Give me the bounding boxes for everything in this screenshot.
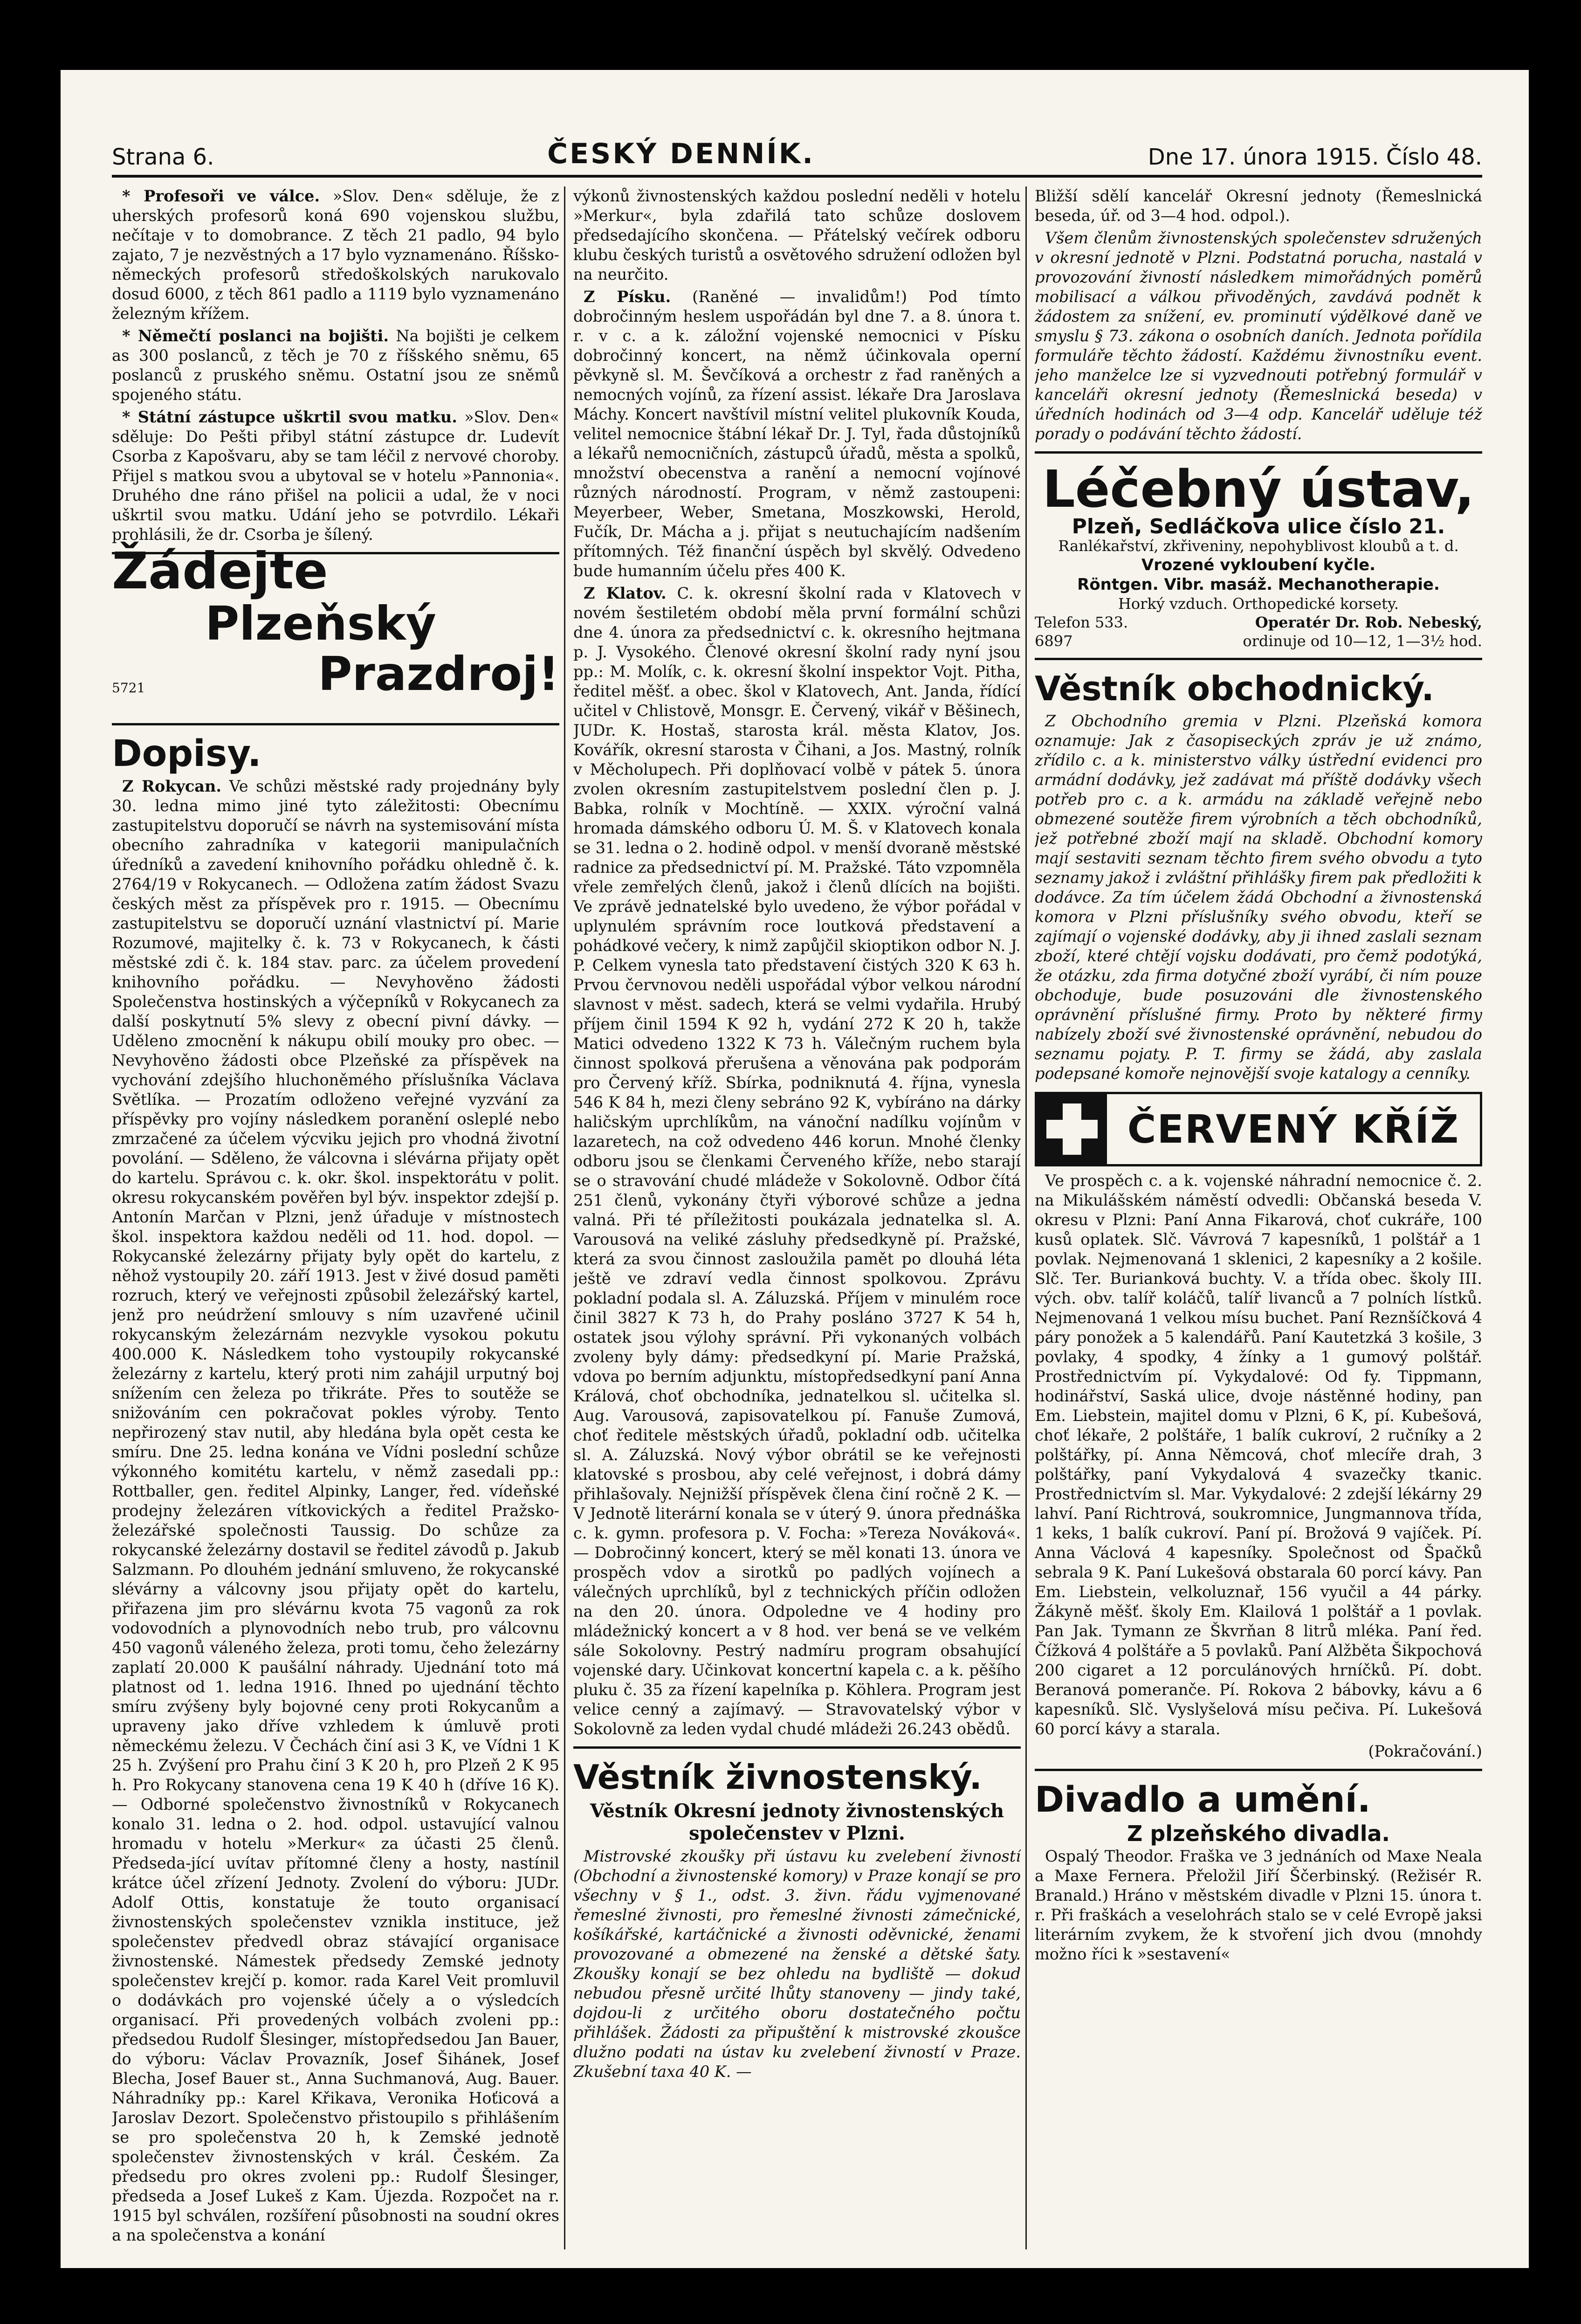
- news-title: * Státní zástupce uškrtil svou matku.: [122, 408, 457, 426]
- article-paragraph: Bližší sdělí kancelář Okresní jednoty (Řemeslnická beseda, úř. od 3—4 hod. odpol.).: [1035, 187, 1482, 225]
- news-item: [112, 186, 559, 324]
- beer-advertisement: [112, 542, 559, 716]
- clinic-line: Vrozené vykloubení kyčle.: [1141, 556, 1376, 574]
- news-text: »Slov. Den« sděluje, že z uherských profesorů koná 690 vojenskou službu, nečítaje v to domobrance. Z těch 21 padlo, 94 bylo zajato, 7 je nezvěstných a 17 bylo vyznamenáno. Říšsko-německých profesorů středoškolských narukovalo dosud 6000, z těch 861 padlo a 1119 bylo vyznamenáno železným křížem.: [112, 187, 559, 323]
- news-item: [112, 407, 559, 545]
- article-text: (Raněné — invalidům!) Pod tímto dobročinným heslem uspořádán byl dne 7. a 8. února t. r. v c. a k. záložní vojenské nemocnici v Písku dobročinný koncert, na němž účinkovala operní pěvkyně sl. M. Ševčíková a orchestr z řad raněných a nemocných vojínů, za řízení assist. lékaře Dra Jaroslava Máchy. Koncert navštívil místní velitel plukovník Kouda, velitel nemocnice štábní lékař Dr. J. Tyl, řada důstojníků a lékařů nemocničních, zástupců úřadů, města a spolků, množství obecenstva a ranění a nemocní vojínové různých národností. Program, v němž zastoupeni: Meyerbeer, Weber, Smetana, Moszkowski, Herold, Fučík, Dr. Mácha a j. přijat s neutuchajícím nadšením přítomných. Též finanční úspěch byl skvělý. Odvedeno bude humanním účelu přes 400 K.: [573, 288, 1021, 580]
- clinic-contact-row: [1035, 613, 1482, 632]
- column-divider: [1025, 186, 1027, 2249]
- issue-info: [1148, 144, 1482, 170]
- ad-number: 5721: [112, 680, 145, 696]
- news-item: [112, 326, 559, 405]
- article-text: Ve schůzi městské rady projednány byly 30. ledna mimo jiné tyto záležitosti: Obecnímu zastupitelstvu doporučí se návrh na systemisování místa obecního zahradníka v kategorii manipulačních úředníků a zavedení knihovního pořádku ohledně č. k. 2764/19 v Rokycanech. — Odložena zatím žádost Svazu českých měst za příspěvek pro r. 1915. — Obecnímu zastupitelstvu se doporučí uznání vlastnictví pí. Marie Rozumové, majitelky č. k. 73 v Rokycanech, k části městské zdi č. k. 184 stav. parc. za účelem provedení knihovního pořádku. — Nevyhověno žádosti Společenstva hostinských a výčepníků v Rokycanech za další poskytnutí 5% slevy z obecní pivní dávky. — Uděleno zmocnění k nákupu obilí mouky pro obec. —Nevyhověno žádosti obce Plzeňské za příspěvek na vychování zdejšího hluchoněmého příslušníka Václava Světlíka. — Prozatím odloženo veřejné vyzvání za příspěvky pro vojíny následkem poranění osleplé nebo zmrzačené za účelem výcviku jejich pro vhodná životní povolání. — Sděleno, že válcovna i slévárna přijaty opět do kartelu. Správou c. k. okr. škol. inspektorátu v polit. okresu rokycanském pověřen byl býv. inspektor zdejší p. Antonín Marčan v Plzni, jenž úřaduje v místnostech škol. inspektora každou neděli od 11. hod. dopol. — Rokycanské železárny přijaty byly opět do kartelu, z něhož vystoupily 20. září 1913. Jest v živé dosud paměti rozruch, který ve veřejnosti způsobil železářský kartel, jenž pro neúdržení smlouvy s ním uzavřené učinil rokycanským železárnám nezvykle vysokou pokutu 400.000 K. Následkem toho vystoupily rokycanské železárny z kartelu, který proti nim zahájil urputný boj snížením cen železa po třikráte. Přes to soutěže se snižováním cen pokračovat pokles výroby. Tento nepřirozený stav nutil, aby hledána byla opět cesta ke smíru. Dne 25. ledna konána ve Vídni poslední schůze výkonného komitétu kartelu, v němž zasedali pp.: Rottballer, gen. ředitel Alpinky, Langer, řed. vídeňské prodejny železáren vítkovických a ředitel Pražsko-železářské společnosti Taussig. Do schůze za rokycanské železárny dostavil se ředitel závodů p. Jakub Salzmann. Po dlouhém jednání smluveno, že rokycanské slévárny a válcovny jsou přijaty opět do kartelu, přiřazena jim pro slévárnu kvota 75 vagonů za rok vodovodních a plynovodních nebo trub, pro válcovnu 450 vagonů váleného železa, proti tomu, čeho železárny zaplatí 20.000 K paušální náhrady. Ujednání toto má platnost od 1. ledna 1916. Ihned po ujednání těchto smíru zvýšeny byly bojovné ceny proti Rokycanům a upraveny jako dříve vzhledem k úmluvě proti německému železu. V Čechách činí asi 3 K, ve Vídni 1 K 25 h. Zvýšení pro Prahu činí 3 K 20 h, pro Plzeň 2 K 95 h. Pro Rokycany stanovena cena 19 K 40 h (dříve 16 K). — Odborné společenstvo živnostníků v Rokycanech konalo 31. ledna o 2. hod. odpol. ustavující valnou hromadu v hotelu »Merkur« za účasti 25 členů. Předseda-jící uvítav přítomné členy a hosty, nastínil krátce účel zřízení Jednoty. Zvolení do výboru: JUDr. Adolf Ottis, konstatuje že touto organisací živnostenských společenstev vznikla instituce, jež společenstev předvedl obraz stávající organisace živnostenské. Námestek předsedy Zemské jednoty společenstev krejčí p. komor. rada Karel Veit promluvil o dodávkách pro vojenské účely a o výsledcích organisací. Při provedených volbách zvoleni pp.: předsedou Rudolf Šlesinger, místopředsedou Jan Bauer, do výboru: Václav Provazník, Josef Šihánek, Josef Blecha, Josef Bauer st., Anna Suchmanová, Aug. Bauer. Náhradníky pp.: Karel Křikava, Veronika Hoťicová a Jaroslav Dezort. Společenstvo přistoupilo s přihlášením se pro společenstva 20 h, k Zemské jednotě společenstev živnostenských v král. Českém. Za předsedu pro okres zvoleni pp.: Rudolf Šlesinger, předseda a Josef Lukeš z Kam. Újezda. Rozpočet na r. 1915 byl schválen, rozšíření působnosti na soudní okres a na společenstva a konání: [112, 777, 559, 2244]
- divider: [1035, 451, 1482, 454]
- section-heading-dopisy: Dopisy.: [112, 733, 261, 775]
- news-title: * Profesoři ve válce.: [122, 187, 320, 205]
- clinic-line: Horký vzduch. Orthopedické korsety.: [1118, 595, 1399, 613]
- clinic-address: Plzeň, Sedláčkova ulice číslo 21.: [1072, 515, 1445, 538]
- article-paragraph: Mistrovské zkoušky při ústavu ku zvelebení živností (Obchodní a živnostenské komory) v Praze konají se pro všechny v § 1., odst. 3. živn. řádu vyjmenované řemeslné živnosti, pro řemeslné živnosti zámečnické, košíkářské, kartáčnické a živnosti oděvnické, ženami provozované a obmezené na ženské a dětské šaty. Zkoušky konají se bez ohledu na bydliště — dokud nebudou přesně určité lhůty stanoveny — jindy také, dojdou-li z určitého oboru dostatečného počtu přihlášek. Žádosti za připuštění k mistrovské zkoušce dlužno podati na ústav ku zvelebení živností v Praze. Zkušební taxa 40 K. —: [573, 1847, 1021, 2081]
- section-heading-divadlo: Divadlo a umění.: [1035, 1779, 1371, 1820]
- ad-line: Žádejte: [112, 542, 328, 600]
- clinic-ad-number: 6897: [1035, 632, 1073, 650]
- divider: [573, 1746, 1021, 1749]
- page-number: Strana 6.: [112, 144, 214, 170]
- article-paragraph: [573, 287, 1021, 581]
- newspaper-title: ČESKÝ DENNÍK.: [547, 138, 815, 170]
- news-text: »Slov. Den« sděluje: Do Pešti přibyl státní zástupce dr. Ludevít Csorba z Kapošvaru, aby se tam léčil z nervové choroby. Přijel s matkou svou a ubytoval se v hotelu »Pannonia«. Druhého dne ráno přišel na policii a udal, že v noci uškrtil svou matku. Udání jeho se potvrdilo. Lékaři prohlásili, že dr. Csorba je šílený.: [112, 408, 559, 544]
- article-paragraph: Ospalý Theodor. Fraška ve 3 jednáních od Maxe Neala a Maxe Fernera. Přeložil Jiří Ščerbinský. (Režisér R. Branald.) Hráno v městském divadle v Plzni 15. února t. r. Při fraškách a veselohrách stalo se v celé Evropě jaksi literárním zvykem, že k stvoření jich dvou (mnohdy možno říci k »sestavení«: [1035, 1847, 1482, 1963]
- column-2: [573, 186, 1021, 2249]
- ad-line: Prazdroj!: [318, 647, 559, 701]
- red-cross-title: ČERVENÝ KŘÍŽ: [1127, 1106, 1460, 1152]
- article-text: C. k. okresní školní rada v Klatovech v novém šestiletém období měla první formální schůzi dne 4. února za předsednictví c. k. okresního hejtmana p. J. Vysokého. Členové okresní školní rady nyní jsou pp.: M. Molík, c. k. okresní školní inspektor Vojt. Pitha, ředitel měšť. a obec. škol v Klatovech, Ant. Janda, řídící učitel v Chlistově, Monsgr. E. Červený, vikář v Běšinech, JUDr. K. Hostaš, starosta král. města Klatov, Jos. Kovářík, okresní starosta v Čihani, a Jos. Mastný, rolník v Měcholupech. Při doplňovací volbě v pátek 5. února zvolen okresním zastupitelstvem poslední člen p. J. Babka, rolník v Mochtíně. — XXIX. výroční valná hromada dámského odboru Ú. M. Š. v Klatovech konala se 31. ledna o 2. hodině odpol. v menší dvoraně městské radnice za předsednictví pí. M. Pražské. Táto vzpomněla vřele zemřelých členů, jakož i členů dlících na bojišti. Ve zprávě jednatelské bylo uvedeno, že výbor pořádal v uplynulém správním roce loutková představení a pohádkové večery, k nimž zapůjčil skioptikon odbor N. J. P. Celkem vynesla tato představení čistých 320 K 63 h. Prvou červnovou neděli uspořádal výbor velkou národní slavnost v měst. sadech, která se velmi vydařila. Hrubý příjem činil 1594 K 92 h, vydání 272 K 20 h, takže Matici odvedeno 1322 K 73 h. Válečným ruchem byla činnost spolková přerušena a věnována pak podporám pro Červený kříž. Sbírka, podniknutá 4. října, vynesla 546 K 84 h, mezi členy sebráno 92 K, vybíráno na dárky haličským uprchlíkům, na vánoční nadílku vojínům v lazaretech, na což odvedeno 446 korun. Mnohé členky odboru jsou se členkami Červeného kříže, nebo starají se o stravování chudé mládeže v Sokolovně. Odbor čítá 251 členů, vykonány čtyři výborové schůze a jedna valná. Při té příležitosti poukázala jednatelka sl. A. Varousová na veliké zásluhy předsedkyně pí. Pražské, která za svou činnost zasloužila pamět po dlouhá léta ještě ve zdraví vedla činnost spolkovou. Zprávu pokladní podala sl. A. Záluzská. Příjem v minulém roce činil 3827 K 73 h, do Prahy posláno 3727 K 54 h, ostatek jsou výlohy správní. Při vykonaných volbách zvoleny byly dámy: předsedkyní pí. Marie Pražská, vdova po berním adjunktu, místopředsedkyní paní Anna Králová, choť obchodníka, jednatelkou sl. učitelka sl. Aug. Varousová, zapisovatelkou pí. Fanuše Zumová, choť ředitele městských úřadů, pokladní odb. učitelka sl. A. Záluzská. Nový výbor obrátil se ke veřejnosti klatovské s prosbou, aby celé veřejnost, i dobrá dámy přihlašovaly. Nejnižší příspěvek člena činí ročně 2 K. — V Jednotě literární konala se v úterý 9. února přednáška c. k. gymn. profesora p. V. Focha: »Tereza Nováková«. — Dobročinný koncert, který se měl konati 13. února ve prospěch vdov a sirotků po padlých vojínech a válečných uprchlíků, byl z technických příčin odložen na den 20. února. Odpoledne ve 4 hodiny pro mládežnický koncert a v 8 hod. ver bená se ve velkém sále Sokolovny. Pestrý nadmíru program obsahující vojenské dary. Učinkovat koncertní kapela c. a k. pěšího pluku č. 35 za řízení kapelníka p. Köhlera. Program jest velice cenný a zajímavý. — Stravovatelský výbor v Sokolovně za leden vydal chudé mládeži 26.243 obědů.: [573, 584, 1021, 1738]
- clinic-line: Röntgen. Vibr. masáž. Mechanotherapie.: [1077, 575, 1440, 594]
- article-paragraph: Všem členům živnostenských společenstev sdružených v okresní jednotě v Plzni. Podstatná porucha, nastalá v provozování živností následkem mimořádných poměrů mobilisací a válkou přivoděných, zavdává podnět k žádostem za snížení, ev. prominutí výdělkové daně ve smyslu § 73. zákona o osobních daních. Jednota pořídila formuláře těchto žádostí. Každému živnostníku event. jeho manželce lze si vyzvednouti potřebný formulář v kanceláři okresní jednoty (Řemeslnická beseda) v úředních hodinách od 3—4 odp. Kancelář uděluje též porady o podávání těchto žádostí.: [1035, 229, 1482, 443]
- news-text: Na bojišti je celkem as 300 poslanců, z těch je 70 z říšského sněmu, 65 poslanců z pruského sněmu. Ostatní jsou ze sněmů spojeného státu.: [112, 327, 559, 404]
- clinic-line: Ranlékařství, zkřiveniny, nepohyblivost kloubů a t. d.: [1058, 537, 1459, 555]
- article-paragraph: [112, 777, 559, 2245]
- divider: [1035, 1769, 1482, 1771]
- clinic-phone: Telefon 533.: [1035, 614, 1128, 631]
- article-paragraph: Z Obchodního gremia v Plzni. Plzeňská komora oznamuje: Jak z časopiseckých zpráv je už známo, zřídilo c. a k. ministerstvo války ústřední evidenci pro armádní dodávky, jež zadávat má příště dodávky všech potřeb pro c. a k. armádu na základě veřejně nebo obmezené soutěže firem výrobních a těch obchodníků, jež potřebné zboží mají na skladě. Obchodní komory mají sestaviti seznam těchto firem svého obvodu a tyto seznamy jakož i zvláštní přihlášky firem pak předložiti k dodávce. Za tím účelem žádá Obchodní a živnostenská komora v Plzni příslušníky svého obvodu, kteří se zajímají o vojenské dodávky, aby ji ihned zaslali seznam zboží, které chtějí vojsku dodávati, pro čemž podotýká, že otázku, zda firma dotyčné zboží vyrábí, či ním pouze obchoduje, bude posuzováni dle živnostenského oprávnění příslušné firmy. Proto by některé firmy nabízely zboží své živnostenské oprávnění, nebudou do seznamu pojaty. P. T. firmy se žádá, aby zaslala podepsané komoře nejnovější svoje katalogy a cenníky.: [1035, 712, 1482, 1083]
- divider: [112, 723, 559, 725]
- section-heading-vestnik-zivnostensky: Věstník živnostenský.: [573, 1758, 982, 1797]
- column-1: [112, 186, 559, 2249]
- place-name: Z Klatov.: [584, 584, 667, 602]
- column-3: [1035, 186, 1482, 2249]
- article-paragraph: Ve prospěch c. a k. vojenské náhradní nemocnice č. 2. na Mikulášském náměstí odvedli: Občanská beseda V. okresu v Plzni: Paní Anna Fikarová, choť cukráře, 100 kusů oplatek. Slč. Vávrová 7 kapesníků, 1 polštář a 1 povlak. Nejmenovaná 1 sklenici, 2 kapesníky a 2 košile. Slč. Ter. Burianková buchty. V. a třída obec. školy III. vých. obv. talíř koláčů, talíř livanců a 7 polních lístků. Nejmenovaná 1 velkou mísu buchet. Paní Reznšíčková 4 páry ponožek a 5 kalendářů. Paní Kautetzká 3 košile, 3 povlaky, 4 spodky, 4 žínky a 1 gumový polštář. Prostřednictvím pí. Vykydalové: Od fy. Tippmann, hodinářství, Saská ulice, dvoje nástěnné hodiny, pan Em. Liebstein, majitel domu v Plzni, 6 K, pí. Kubešová, choť lékaře, 2 polštáře, 1 balík cukroví, 2 ručníky a 2 polštářky, pí. Anna Němcová, choť mlecíře drah, 3 polštářky, paní Vykydalová 4 svazečky tkanic. Prostřednictvím sl. Mar. Vykydalové: 2 zdejší lékárny 29 lahví. Paní Richtrová, soukromnice, Jungmannova třída, 1 keks, 1 balík cukroví. Paní pí. Brožová 9 vajíček. Pí. Anna Václová 4 kapesníky. Společnost od Špačků sebrala 9 K. Paní Lukešová obstarala 60 porcí kávy. Pan Em. Liebstein, velkoluznař, 156 vyučil a 44 párky. Žákyně měšť. školy Em. Klailová 1 polštář a 1 povlak. Pan Jak. Tymann ze Škvrňan 8 litrů mléka. Paní řed. Čížková 4 polštáře a 5 povlaků. Paní Alžběta Šikpochová 200 cigaret a 12 porculánových hrníčků. Pí. dobt. Beranová pomeranče. Pí. Rokova 2 bábovky, kávu a 6 kapesníků. Slč. Vyslyšelová mísu pečiva. Pí. Lukešová 60 porcí kávy a starala.: [1035, 1172, 1482, 1738]
- issue-date: Dne 17. února 1915.: [1148, 144, 1379, 170]
- section-heading-vestnik-obchodnicky: Věstník obchodnický.: [1035, 669, 1434, 708]
- cross-icon: [1037, 1094, 1107, 1164]
- section-subheading: Z plzeňského divadla.: [1127, 1821, 1390, 1846]
- place-name: Z Rokycan.: [122, 777, 222, 795]
- place-name: Z Písku.: [584, 288, 671, 306]
- article-paragraph: [573, 584, 1021, 1739]
- divider: [1035, 658, 1482, 660]
- column-divider: [564, 186, 565, 2249]
- section-subheading: Věstník Okresní jednoty živnostenských společenstev v Plzni.: [590, 1800, 1004, 1844]
- ad-line: Plzeňský: [205, 596, 436, 651]
- news-title: * Němečtí poslanci na bojišti.: [122, 327, 389, 345]
- article-paragraph: výkonů živnostenských každou poslední neděli v hotelu »Merkur«, byla zdařilá tato schůze doslovem předsedajícího skončena. — Přátelský večírek odboru klubu českých turistů a osvětového sdružení odložen byl na neurčito.: [573, 187, 1021, 283]
- clinic-hours-row: [1035, 632, 1482, 650]
- clinic-advertisement: [1035, 461, 1482, 650]
- continuation-note: (Pokračování.): [1368, 1742, 1482, 1760]
- issue-number: Číslo 48.: [1386, 144, 1482, 170]
- masthead: [112, 114, 1482, 178]
- clinic-doctor: Operatér Dr. Rob. Nebeský,: [1255, 614, 1482, 631]
- red-cross-banner: [1035, 1092, 1482, 1166]
- clinic-hours: ordinuje od 10—12, 1—3½ hod.: [1243, 632, 1482, 650]
- newspaper-page: [61, 70, 1529, 2268]
- clinic-title: Léčebný ústav,: [1042, 459, 1475, 519]
